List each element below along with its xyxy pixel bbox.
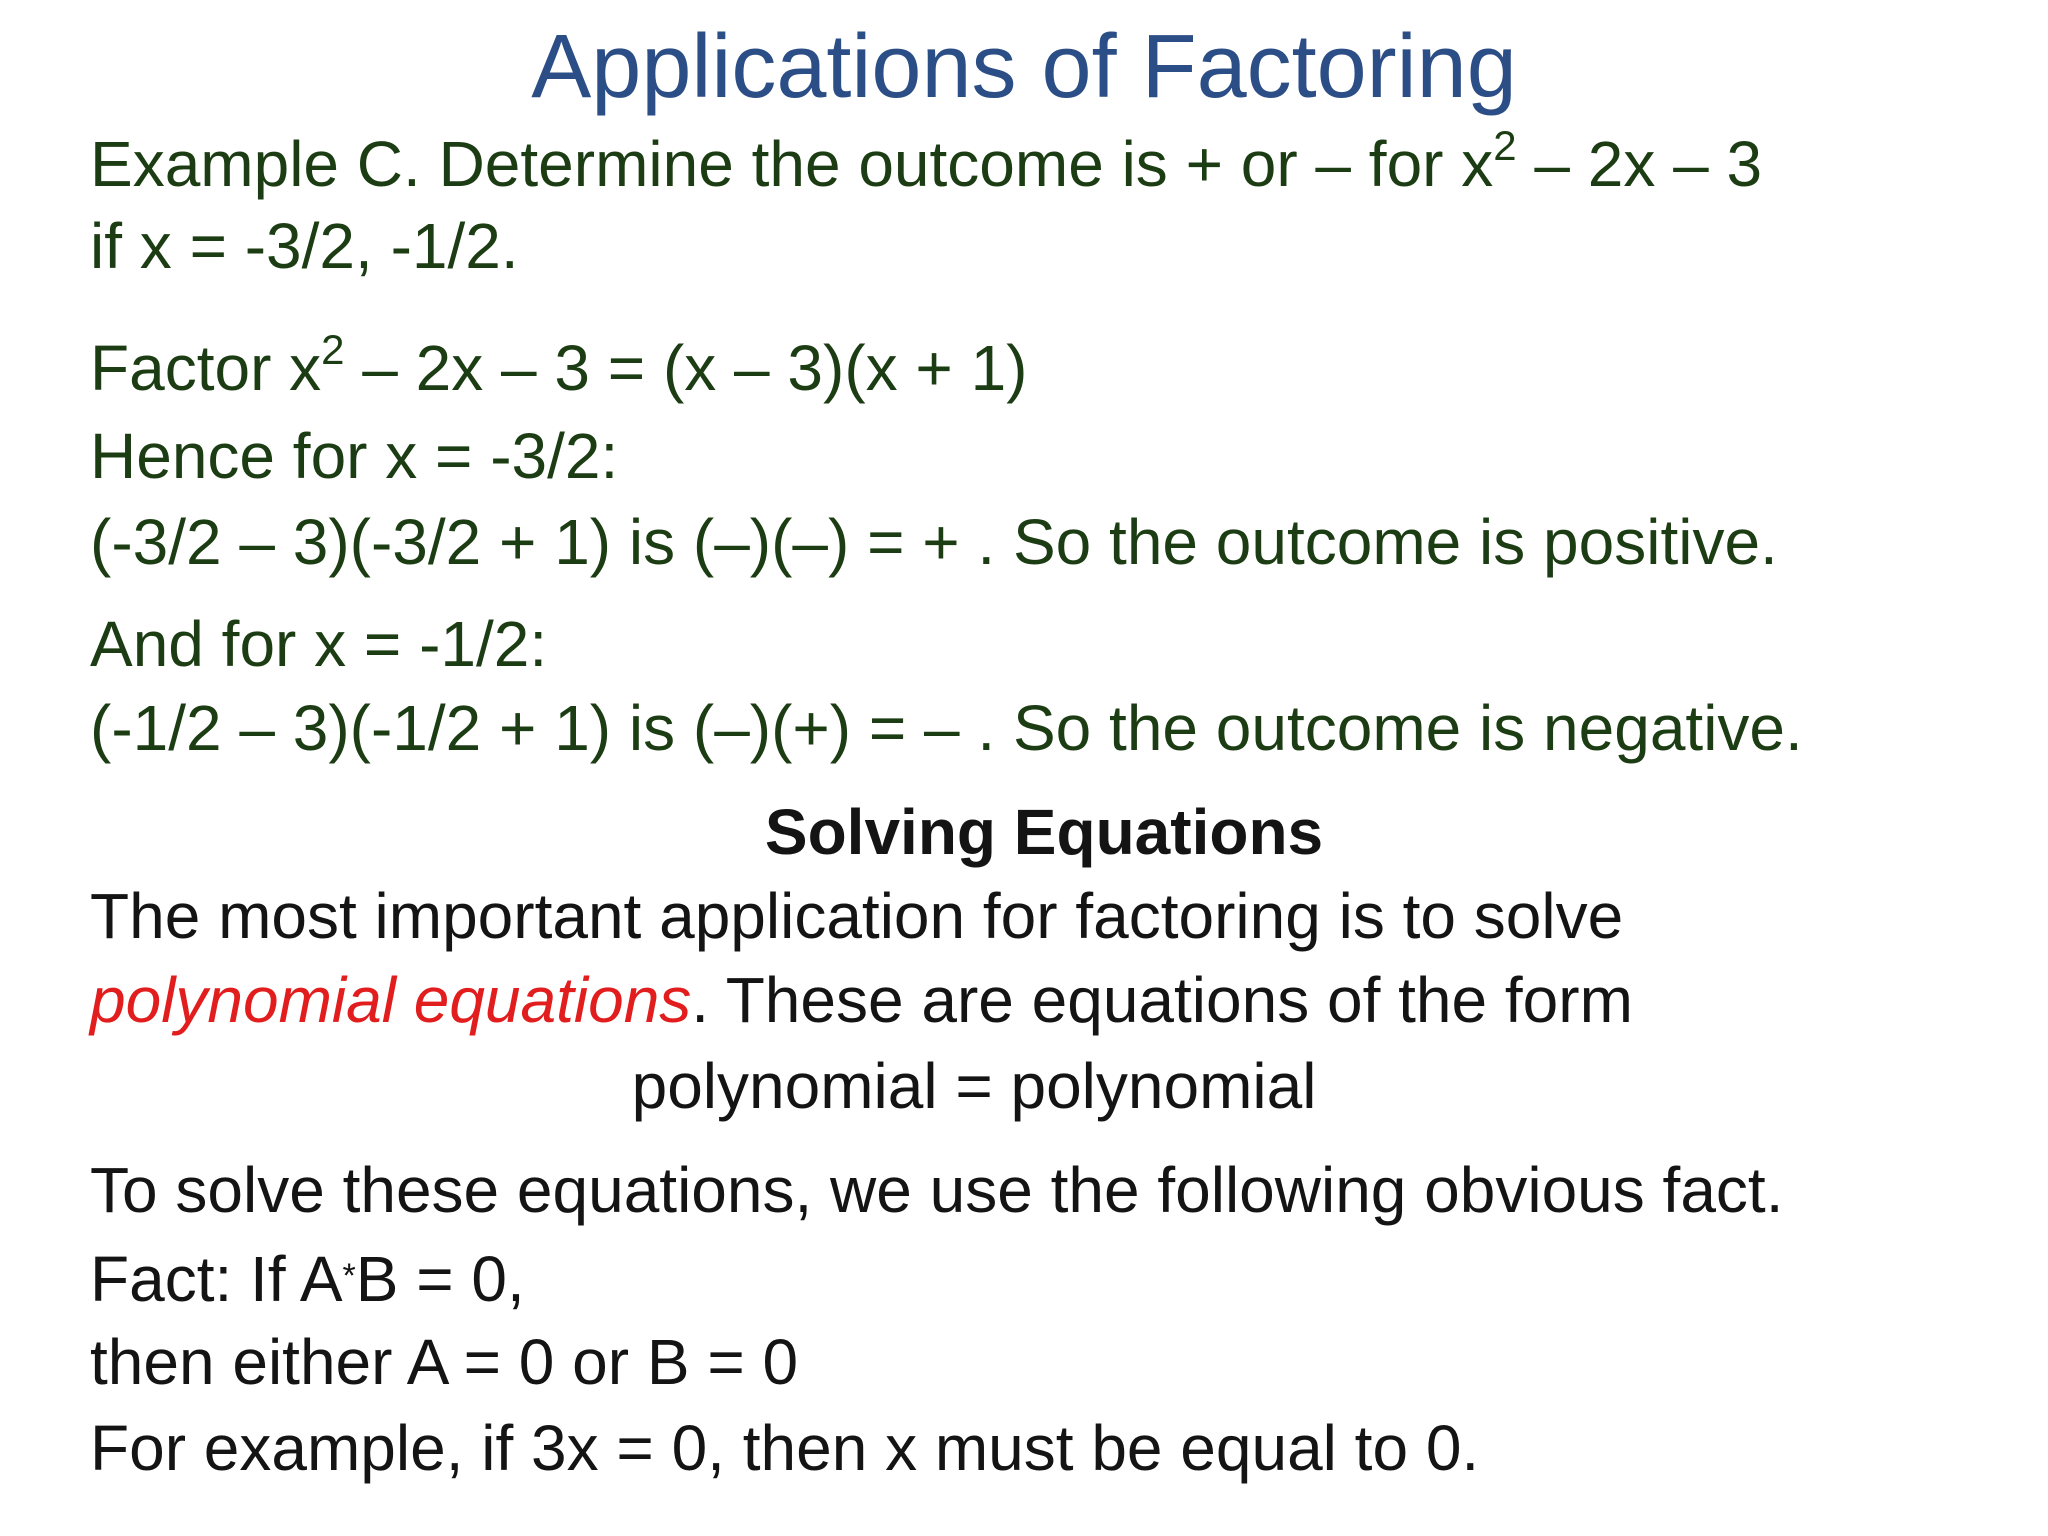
- highlight-term: polynomial equations: [90, 964, 692, 1036]
- paragraph-line-2: [90, 960, 1633, 1040]
- superscript: 2: [1493, 122, 1517, 169]
- factor-text: Factor x: [90, 332, 322, 404]
- example-line-2: if x = -3/2, -1/2.: [90, 210, 519, 282]
- example-line-1-tail: – 2x – 3: [1516, 128, 1763, 200]
- factor-line: [90, 328, 1027, 408]
- example-line-1-text: Example C. Determine the outcome is + or – for x: [90, 128, 1494, 200]
- example-line-1: [90, 124, 1762, 204]
- paragraph-line-1: The most important application for factoring is to solve: [90, 880, 1624, 952]
- example-statement: For example, if 3x = 0, then x must be equal to 0.: [90, 1412, 1480, 1484]
- paragraph-line-2-rest: . These are equations of the form: [691, 964, 1633, 1036]
- multiply-star: *: [342, 1257, 356, 1295]
- case-2-line: (-1/2 – 3)(-1/2 + 1) is (–)(+) = – . So the outcome is negative.: [90, 692, 1803, 764]
- fact-then-line: then either A = 0 or B = 0: [90, 1326, 799, 1398]
- equation-form: polynomial = polynomial: [631, 1050, 1317, 1122]
- factor-tail: – 2x – 3 = (x – 3)(x + 1): [344, 332, 1028, 404]
- section-heading: Solving Equations: [764, 796, 1324, 868]
- case-1-line: (-3/2 – 3)(-3/2 + 1) is (–)(–) = + . So the outcome is positive.: [90, 506, 1778, 578]
- fact-text: Fact: If A: [90, 1243, 343, 1315]
- fact-tail: B = 0,: [355, 1243, 525, 1315]
- superscript: 2: [321, 326, 345, 373]
- and-for-line: And for x = -1/2:: [90, 608, 548, 680]
- hence-line: Hence for x = -3/2:: [90, 420, 619, 492]
- slide-title: Applications of Factoring: [531, 17, 1517, 117]
- paragraph-line-3: To solve these equations, we use the following obvious fact.: [90, 1154, 1784, 1226]
- fact-line: [90, 1236, 525, 1319]
